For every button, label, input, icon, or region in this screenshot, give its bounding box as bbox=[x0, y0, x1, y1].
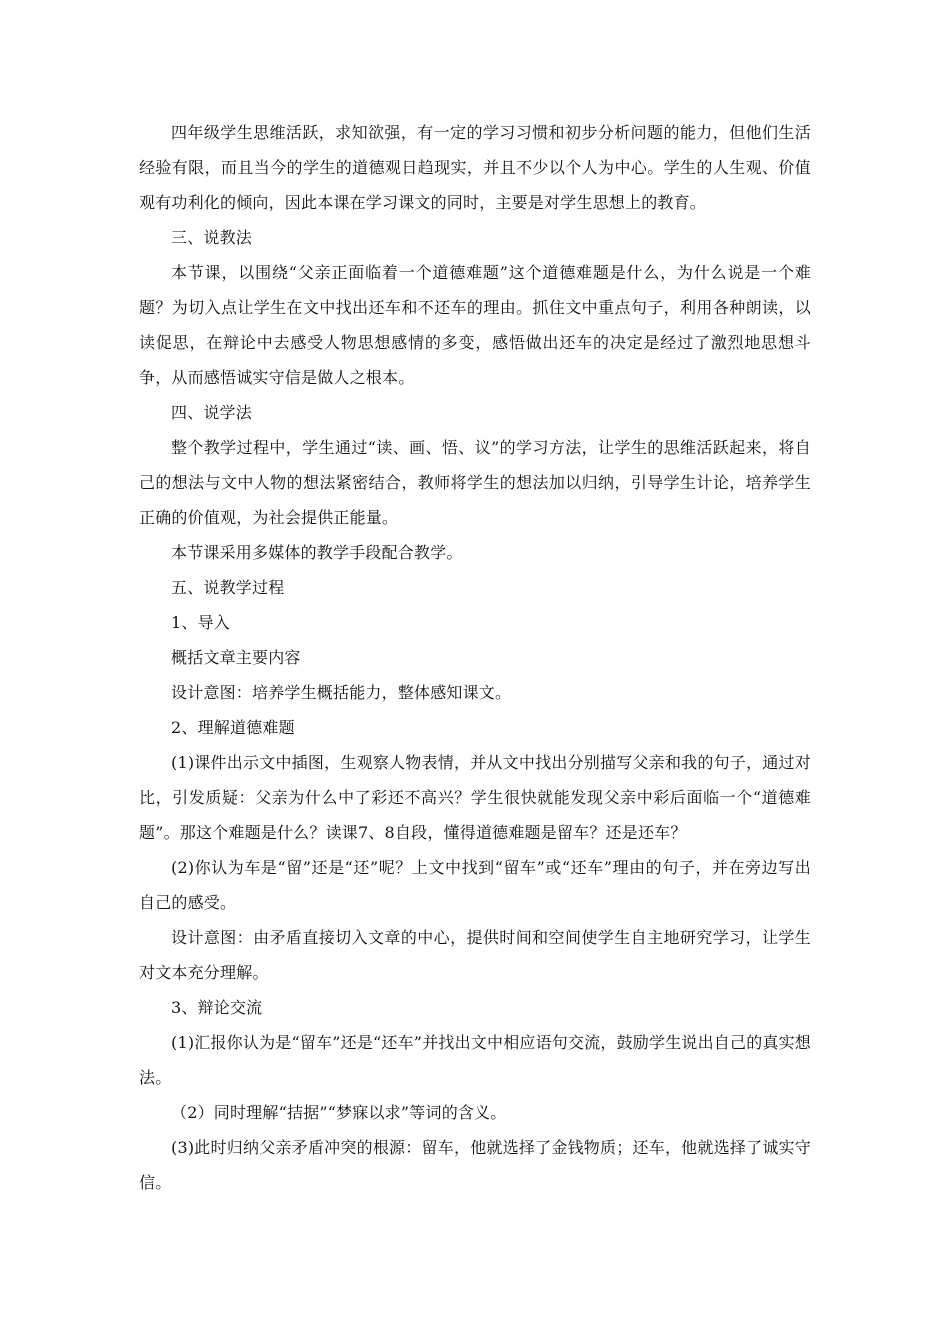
subheading-moral-dilemma: 2、理解道德难题 bbox=[171, 718, 295, 737]
paragraph-debate-1: (1)汇报你认为是“留车”还是“还车”并找出文中相应语句交流，鼓励学生说出自己的真实想法。 bbox=[139, 1033, 811, 1087]
subheading-debate: 3、辩论交流 bbox=[171, 998, 263, 1017]
heading-teaching-process: 五、说教学过程 bbox=[171, 578, 285, 597]
heading-learning-method: 四、说学法 bbox=[171, 403, 253, 422]
paragraph-design-intent-2: 设计意图：由矛盾直接切入文章的中心，提供时间和空间使学生自主地研究学习，让学生对文本充分理解。 bbox=[139, 928, 811, 982]
paragraph-debate-2: （2）同时理解“拮据”“梦寐以求”等词的含义。 bbox=[171, 1103, 507, 1122]
paragraph-multimedia: 本节课采用多媒体的教学手段配合教学。 bbox=[171, 543, 463, 562]
paragraph-debate-3: (3)此时归纳父亲矛盾冲突的根源：留车，他就选择了金钱物质；还车，他就选择了诚实守信。 bbox=[139, 1138, 811, 1192]
paragraph-student-analysis: 四年级学生思维活跃，求知欲强，有一定的学习习惯和初步分析问题的能力，但他们生活经验有限，而且当今的学生的道德观日趋现实，并且不少以个人为中心。学生的人生观、价值观有功利化的倾向，因此本课在学习课文的同时，主要是对学生思想上的教育。 bbox=[139, 123, 811, 212]
paragraph-design-intent-1: 设计意图：培养学生概括能力，整体感知课文。 bbox=[171, 683, 512, 702]
paragraph-summary: 概括文章主要内容 bbox=[171, 648, 301, 667]
heading-teaching-method: 三、说教法 bbox=[171, 228, 253, 247]
document-page bbox=[139, 115, 811, 1200]
paragraph-teaching-method: 本节课，以围绕“父亲正面临着一个道德难题”这个道德难题是什么，为什么说是一个难题？为切入点让学生在文中找出还车和不还车的理由。抓住文中重点句子，利用各种朗读，以读促思，在辩论中去感受人物思想感情的多变，感悟做出还车的决定是经过了激烈地思想斗争，从而感悟诚实守信是做人之根本。 bbox=[139, 263, 811, 387]
paragraph-step-1: (1)课件出示文中插图，生观察人物表情，并从文中找出分别描写父亲和我的句子，通过对比，引发质疑：父亲为什么中了彩还不高兴？学生很快就能发现父亲中彩后面临一个“道德难题”。那这个难题是什么？读课7、8自段，懂得道德难题是留车？还是还车？ bbox=[139, 753, 811, 842]
subheading-introduction: 1、导入 bbox=[171, 613, 230, 632]
paragraph-learning-method: 整个教学过程中，学生通过“读、画、悟、议”的学习方法，让学生的思维活跃起来，将自己的想法与文中人物的想法紧密结合，教师将学生的想法加以归纳，引导学生计论，培养学生正确的价值观，为社会提供正能量。 bbox=[139, 438, 811, 527]
paragraph-step-2: (2)你认为车是“留”还是“还”呢？上文中找到“留车”或“还车”理由的句子，并在旁边写出自己的感受。 bbox=[139, 858, 811, 912]
